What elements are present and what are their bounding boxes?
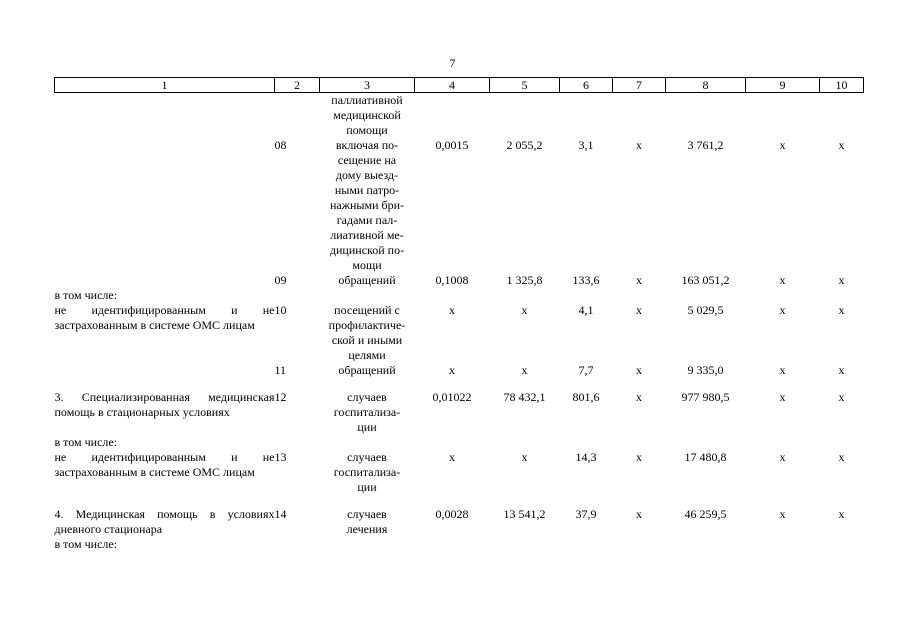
row-code bbox=[275, 537, 320, 552]
row-value-9 bbox=[746, 537, 820, 552]
row-value-6-text: 14,3 bbox=[575, 450, 597, 464]
row-value-7 bbox=[613, 303, 666, 363]
row-value-4 bbox=[415, 507, 490, 537]
data-table bbox=[54, 77, 864, 552]
row-code bbox=[275, 435, 320, 450]
row-value-4 bbox=[415, 363, 490, 378]
row-value-9-text: х bbox=[779, 363, 786, 377]
row-unit bbox=[320, 363, 415, 378]
row-value-7-text: х bbox=[636, 138, 642, 152]
row-value-9 bbox=[746, 93, 820, 274]
row-description bbox=[55, 288, 275, 303]
row-value-8-text: 17 480,8 bbox=[684, 450, 727, 464]
row-unit-line: профилактиче- bbox=[328, 318, 406, 332]
row-unit-line: случаев bbox=[347, 450, 387, 464]
row-code bbox=[275, 93, 320, 274]
row-value-10 bbox=[820, 363, 864, 378]
row-value-10 bbox=[820, 93, 864, 274]
row-value-5-text: 1 325,8 bbox=[506, 273, 543, 287]
spacer-row bbox=[55, 378, 864, 390]
table-row bbox=[55, 435, 864, 450]
row-unit-line: ными патро- bbox=[334, 183, 400, 197]
row-value-9-text: х bbox=[779, 390, 786, 404]
row-value-10 bbox=[820, 450, 864, 495]
row-description bbox=[55, 93, 275, 274]
row-value-6-text: 801,6 bbox=[572, 390, 600, 404]
row-value-5-text: х bbox=[521, 303, 528, 317]
row-unit-line: целями bbox=[348, 348, 386, 362]
row-code bbox=[275, 273, 320, 288]
row-value-9-text: х bbox=[779, 450, 786, 464]
row-description bbox=[55, 303, 275, 363]
row-description-text: в том числе: bbox=[54, 435, 118, 449]
row-value-7-text: х bbox=[636, 507, 642, 521]
row-code bbox=[275, 303, 320, 363]
row-value-8 bbox=[666, 303, 746, 363]
row-description-text: не идентифицированным и не застрахованным в системе ОМС лицам bbox=[54, 303, 275, 332]
row-value-6 bbox=[560, 273, 613, 288]
row-value-9 bbox=[746, 303, 820, 363]
row-value-8 bbox=[666, 507, 746, 537]
row-value-8 bbox=[666, 390, 746, 435]
table-row bbox=[55, 507, 864, 537]
spacer-cell bbox=[55, 378, 864, 390]
row-code-text: 13 bbox=[274, 450, 287, 464]
row-value-7 bbox=[613, 537, 666, 552]
row-value-9-text: х bbox=[779, 273, 786, 287]
row-unit-line: сещение на bbox=[337, 153, 397, 167]
row-description-text: 3. Специализированная медицинская помощь в стационарных условиях bbox=[54, 390, 275, 419]
row-value-9 bbox=[746, 363, 820, 378]
row-value-5-text: 78 432,1 bbox=[503, 390, 546, 404]
row-value-8 bbox=[666, 363, 746, 378]
row-value-6 bbox=[560, 303, 613, 363]
row-value-8-text: 163 051,2 bbox=[681, 273, 730, 287]
table-row bbox=[55, 288, 864, 303]
row-value-5 bbox=[490, 537, 560, 552]
row-unit bbox=[320, 288, 415, 303]
row-unit-line: лечения bbox=[346, 522, 388, 536]
row-value-10 bbox=[820, 273, 864, 288]
row-value-10 bbox=[820, 303, 864, 363]
row-value-7 bbox=[613, 435, 666, 450]
row-value-10-text: х bbox=[838, 138, 845, 152]
row-unit-line: дицинской по- bbox=[329, 243, 405, 257]
row-value-8-text: 46 259,5 bbox=[684, 507, 727, 521]
row-value-4-text: х bbox=[449, 363, 455, 377]
row-value-6-text: 37,9 bbox=[575, 507, 597, 521]
row-value-4-text: х bbox=[449, 303, 455, 317]
row-value-8 bbox=[666, 273, 746, 288]
row-value-5-text: х bbox=[521, 363, 528, 377]
row-value-4 bbox=[415, 93, 490, 274]
row-value-8 bbox=[666, 288, 746, 303]
row-value-4 bbox=[415, 450, 490, 495]
row-value-8-text: 977 980,5 bbox=[681, 390, 730, 404]
row-unit bbox=[320, 435, 415, 450]
row-value-10-text: х bbox=[838, 273, 845, 287]
table-row bbox=[55, 363, 864, 378]
row-value-4 bbox=[415, 537, 490, 552]
row-value-6 bbox=[560, 363, 613, 378]
row-value-6-text: 133,6 bbox=[572, 273, 600, 287]
header-col-4: 4 bbox=[415, 78, 490, 93]
row-value-9 bbox=[746, 288, 820, 303]
row-code-text: 09 bbox=[274, 273, 287, 287]
row-value-5 bbox=[490, 363, 560, 378]
row-value-4-text: х bbox=[449, 450, 455, 464]
row-description-text: в том числе: bbox=[54, 537, 118, 551]
row-value-10 bbox=[820, 390, 864, 435]
row-value-9 bbox=[746, 435, 820, 450]
row-unit-line: госпитализа- bbox=[333, 405, 401, 419]
row-code-text: 11 bbox=[274, 363, 287, 377]
row-value-5 bbox=[490, 303, 560, 363]
row-unit-line: ции bbox=[357, 420, 377, 434]
row-unit-line: обращений bbox=[338, 273, 396, 287]
row-code-text: 10 bbox=[274, 303, 287, 317]
row-value-6-text: 4,1 bbox=[578, 303, 594, 317]
row-value-9 bbox=[746, 390, 820, 435]
header-row bbox=[55, 78, 864, 93]
spacer-cell bbox=[55, 495, 864, 507]
row-value-5 bbox=[490, 507, 560, 537]
header-col-9: 9 bbox=[746, 78, 820, 93]
row-value-7-text: х bbox=[636, 450, 642, 464]
row-value-5-text: 13 541,2 bbox=[503, 507, 546, 521]
table-row bbox=[55, 273, 864, 288]
header-col-10: 10 bbox=[820, 78, 864, 93]
row-unit-line: ской и иными bbox=[331, 333, 403, 347]
header-col-2: 2 bbox=[275, 78, 320, 93]
table-row bbox=[55, 450, 864, 495]
row-value-5 bbox=[490, 390, 560, 435]
row-description-text: в том числе: bbox=[54, 288, 118, 302]
row-value-7-text: х bbox=[636, 390, 642, 404]
row-value-6 bbox=[560, 435, 613, 450]
row-unit-line: посещений с bbox=[334, 303, 400, 317]
row-unit-line: паллиативной bbox=[331, 93, 403, 107]
row-value-5-text: х bbox=[521, 450, 528, 464]
row-value-7-text: х bbox=[636, 303, 642, 317]
row-value-9-text: х bbox=[779, 507, 786, 521]
row-value-6 bbox=[560, 93, 613, 274]
row-value-4 bbox=[415, 288, 490, 303]
row-description-text: 4. Медицинская помощь в условиях дневного стационара bbox=[54, 507, 275, 536]
row-description-text: не идентифицированным и не застрахованным в системе ОМС лицам bbox=[54, 450, 275, 479]
row-code bbox=[275, 363, 320, 378]
row-value-5 bbox=[490, 450, 560, 495]
row-value-7 bbox=[613, 363, 666, 378]
row-unit-line: госпитализа- bbox=[333, 465, 401, 479]
row-description bbox=[55, 507, 275, 537]
row-unit-line: нажными бри- bbox=[329, 198, 405, 212]
row-value-10 bbox=[820, 507, 864, 537]
row-code bbox=[275, 450, 320, 495]
row-value-4 bbox=[415, 435, 490, 450]
row-value-10-text: х bbox=[838, 303, 845, 317]
row-value-4-text: 0,0015 bbox=[435, 138, 469, 152]
row-value-8-text: 3 761,2 bbox=[687, 138, 724, 152]
table-row bbox=[55, 93, 864, 274]
row-unit-line: помощи bbox=[346, 123, 388, 137]
row-value-8 bbox=[666, 537, 746, 552]
row-code-text: 08 bbox=[274, 138, 287, 152]
header-col-6: 6 bbox=[560, 78, 613, 93]
row-value-8-text: 9 335,0 bbox=[687, 363, 724, 377]
row-value-4 bbox=[415, 390, 490, 435]
row-value-6-text: 3,1 bbox=[578, 138, 594, 152]
table-row bbox=[55, 390, 864, 435]
row-value-4-text: 0,0028 bbox=[435, 507, 469, 521]
row-value-9 bbox=[746, 507, 820, 537]
row-value-10-text: х bbox=[838, 363, 845, 377]
row-code-text: 12 bbox=[274, 390, 287, 404]
row-value-7-text: х bbox=[636, 363, 642, 377]
row-value-4-text: 0,1008 bbox=[435, 273, 469, 287]
header-col-7: 7 bbox=[613, 78, 666, 93]
row-value-9 bbox=[746, 450, 820, 495]
row-unit bbox=[320, 390, 415, 435]
row-value-8 bbox=[666, 450, 746, 495]
row-description bbox=[55, 537, 275, 552]
row-value-10 bbox=[820, 288, 864, 303]
row-value-7 bbox=[613, 390, 666, 435]
row-unit-line: случаев bbox=[347, 507, 387, 521]
row-unit-line: обращений bbox=[338, 363, 396, 377]
row-description bbox=[55, 390, 275, 435]
row-value-7-text: х bbox=[636, 273, 642, 287]
row-value-9-text: х bbox=[779, 138, 786, 152]
row-description bbox=[55, 363, 275, 378]
row-code bbox=[275, 390, 320, 435]
row-value-7 bbox=[613, 288, 666, 303]
row-description bbox=[55, 273, 275, 288]
row-value-10 bbox=[820, 435, 864, 450]
row-value-7 bbox=[613, 450, 666, 495]
row-value-8-text: 5 029,5 bbox=[687, 303, 724, 317]
row-value-8 bbox=[666, 435, 746, 450]
row-value-5 bbox=[490, 93, 560, 274]
row-value-5 bbox=[490, 273, 560, 288]
table-row bbox=[55, 537, 864, 552]
row-value-5-text: 2 055,2 bbox=[506, 138, 543, 152]
header-col-3: 3 bbox=[320, 78, 415, 93]
row-unit-line: включая по- bbox=[335, 138, 399, 152]
row-code bbox=[275, 507, 320, 537]
row-value-6 bbox=[560, 507, 613, 537]
row-value-4 bbox=[415, 273, 490, 288]
row-value-7 bbox=[613, 507, 666, 537]
row-value-6 bbox=[560, 450, 613, 495]
row-value-9 bbox=[746, 273, 820, 288]
row-value-9-text: х bbox=[779, 303, 786, 317]
row-value-6 bbox=[560, 537, 613, 552]
row-unit bbox=[320, 93, 415, 274]
header-col-1: 1 bbox=[55, 78, 275, 93]
header-col-8: 8 bbox=[666, 78, 746, 93]
row-code-text: 14 bbox=[274, 507, 287, 521]
row-value-5 bbox=[490, 435, 560, 450]
row-unit-line: лиативной ме- bbox=[330, 228, 404, 242]
row-value-7 bbox=[613, 273, 666, 288]
table-body bbox=[55, 93, 864, 553]
header-col-5: 5 bbox=[490, 78, 560, 93]
row-description bbox=[55, 450, 275, 495]
row-unit bbox=[320, 450, 415, 495]
row-unit bbox=[320, 507, 415, 537]
row-value-10-text: х bbox=[838, 450, 845, 464]
row-value-10-text: х bbox=[838, 390, 845, 404]
row-unit-line: гадами пал- bbox=[336, 213, 398, 227]
row-unit bbox=[320, 273, 415, 288]
row-value-6-text: 7,7 bbox=[578, 363, 594, 377]
row-value-10 bbox=[820, 537, 864, 552]
row-value-4 bbox=[415, 303, 490, 363]
row-code bbox=[275, 288, 320, 303]
row-value-8 bbox=[666, 93, 746, 274]
row-unit bbox=[320, 537, 415, 552]
row-value-10-text: х bbox=[838, 507, 845, 521]
row-value-7 bbox=[613, 93, 666, 274]
row-value-6 bbox=[560, 390, 613, 435]
row-value-4-text: 0,01022 bbox=[432, 390, 472, 404]
row-unit bbox=[320, 303, 415, 363]
row-unit-line: мощи bbox=[352, 258, 382, 272]
row-unit-line: дому выезд- bbox=[335, 168, 399, 182]
page-number: 7 bbox=[449, 56, 456, 70]
row-unit-line: медицинской bbox=[333, 108, 401, 122]
spacer-row bbox=[55, 495, 864, 507]
row-value-5 bbox=[490, 288, 560, 303]
row-unit-line: случаев bbox=[347, 390, 387, 404]
row-description bbox=[55, 435, 275, 450]
row-value-6 bbox=[560, 288, 613, 303]
table-row bbox=[55, 303, 864, 363]
row-unit-line: ции bbox=[357, 480, 377, 494]
